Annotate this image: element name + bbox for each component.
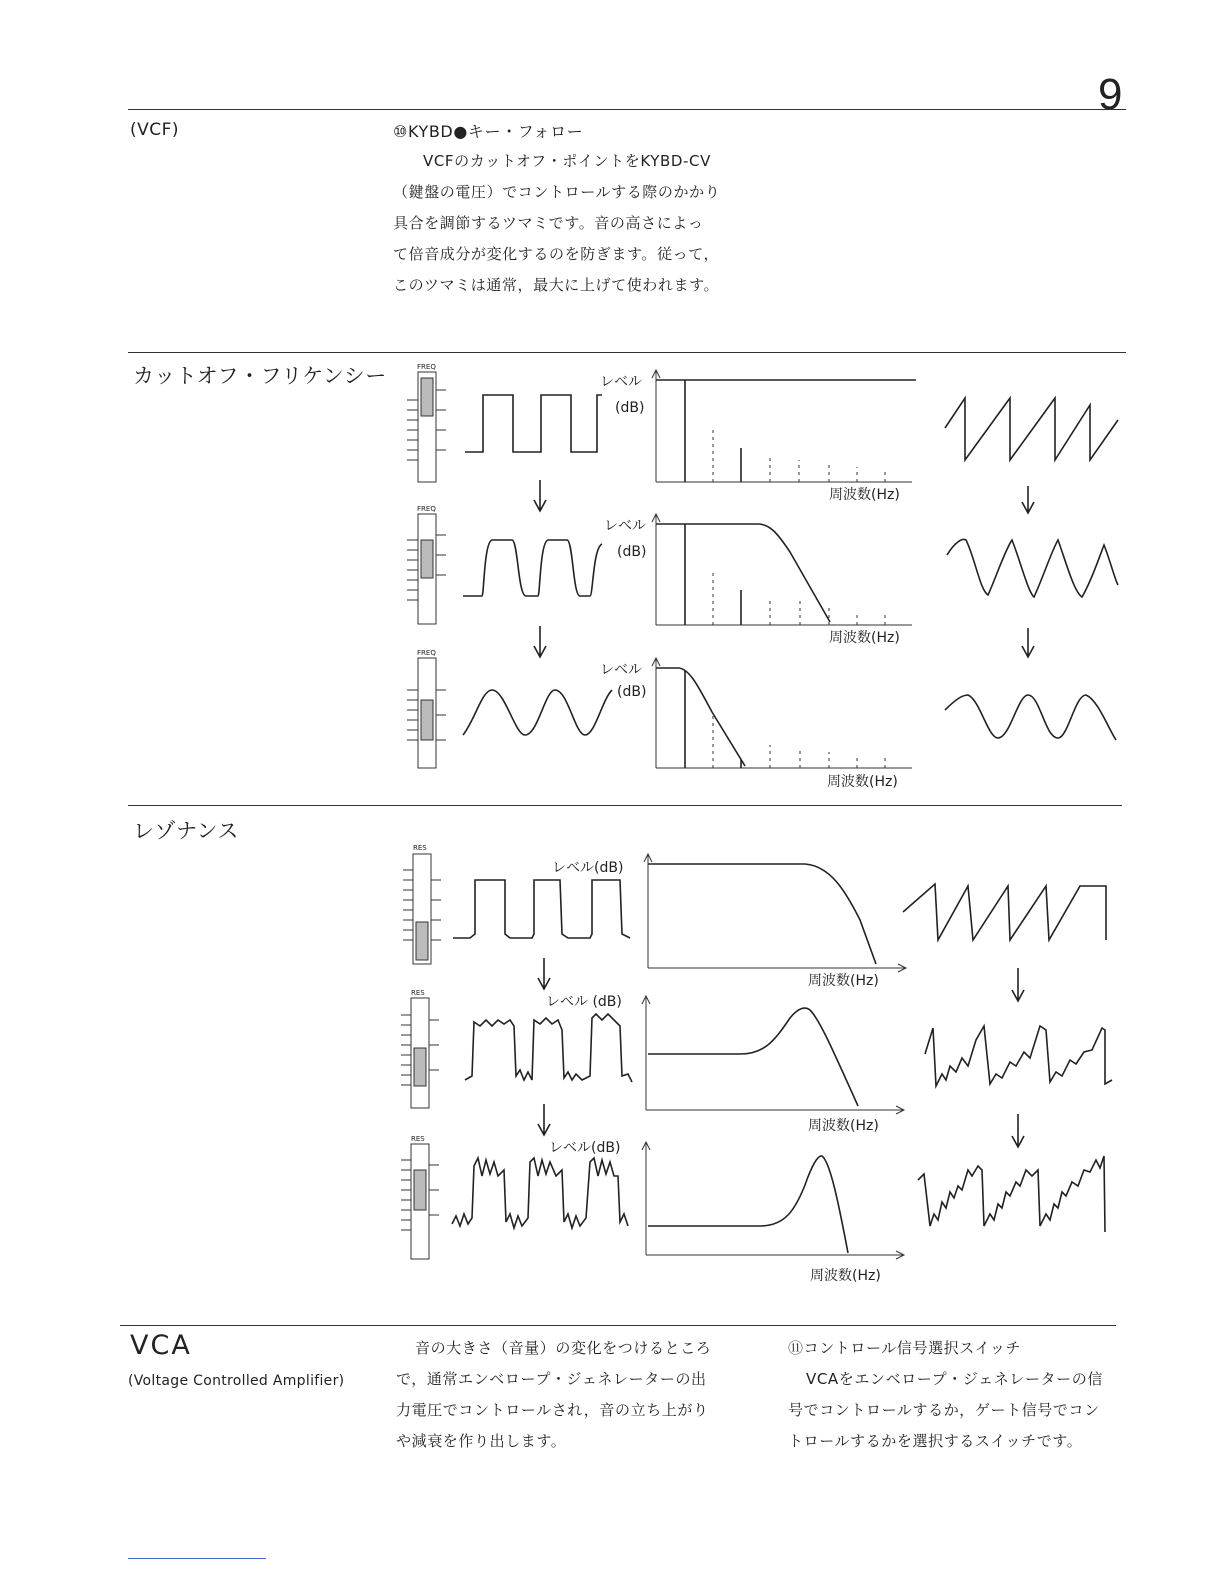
freq-slider-label: FREQ: [417, 649, 436, 657]
cutoff-arrows-2: [534, 626, 1034, 657]
resonance-row-1: [403, 844, 1106, 989]
res-slider-label: RES: [413, 844, 427, 852]
level-label-3: レベル: [600, 662, 642, 678]
freq-slider-label: FREQ: [417, 505, 436, 513]
kybd-line-3: 具合を調節するツマミです。音の高さによっ: [393, 214, 704, 232]
db-label-1: (dB): [615, 400, 645, 416]
kybd-line-1: VCFのカットオフ・ポイントをKYBD-CV: [423, 152, 711, 170]
freq-slider-label: FREQ: [417, 363, 436, 371]
res-saw-wave-3: [918, 1156, 1105, 1232]
freq-slider-1: [407, 363, 446, 482]
sine-wave-2: [945, 695, 1116, 740]
vca-switch-line-2: 号でコントロールするか，ゲート信号でコン: [788, 1401, 1100, 1419]
saw-wave-1: [945, 398, 1118, 460]
res-saw-wave-1: [903, 884, 1106, 940]
res-slider-label: RES: [411, 989, 425, 997]
cutoff-row-1: [407, 363, 1118, 503]
res-freq-label-3: 周波数(Hz): [810, 1268, 881, 1284]
resonance-section-title: レゾナンス: [133, 819, 239, 843]
res-square-wave: [453, 880, 630, 938]
freq-slider-3: [407, 649, 446, 768]
res-freq-label-2: 周波数(Hz): [808, 1118, 879, 1134]
spectrum-3: [652, 658, 912, 768]
cutoff-row-2: [407, 505, 1118, 646]
res-slider-1: [403, 844, 441, 964]
res-freq-label-1: 周波数(Hz): [808, 973, 879, 989]
res-slider-2: [401, 989, 439, 1108]
res-response-3: [642, 1142, 904, 1259]
resonance-row-2: [401, 989, 1112, 1134]
spectrum-2: [652, 514, 912, 625]
res-response-1: [644, 854, 906, 972]
freq-label-3: 周波数(Hz): [827, 774, 898, 790]
cutoff-section-title: カットオフ・フリケンシー: [133, 364, 387, 388]
res-saw-wave-2: [925, 1026, 1112, 1086]
vca-desc-line-2: で，通常エンベロープ・ジェネレーターの出: [396, 1370, 707, 1388]
page-number: 9: [1098, 70, 1123, 119]
res-level-label-2: レベル (dB): [546, 994, 622, 1010]
rounded-square-wave: [463, 540, 602, 596]
vcf-section-tag: (VCF): [130, 120, 180, 140]
kybd-line-2: （鍵盤の電圧）でコントロールする際のかかり: [393, 183, 721, 201]
vca-switch-heading: ⑪コントロール信号選択スイッチ: [788, 1339, 1022, 1357]
vca-switch-line-1: VCAをエンベロープ・ジェネレーターの信: [806, 1370, 1103, 1388]
res-response-2: [642, 996, 904, 1114]
freq-label-2: 周波数(Hz): [829, 630, 900, 646]
vca-desc-line-4: や減衰を作り出します。: [396, 1432, 567, 1450]
kybd-line-4: て倍音成分が変化するのを防ぎます。従って，: [393, 245, 720, 263]
vca-desc-line-1: 音の大きさ（音量）の変化をつけるところ: [415, 1339, 712, 1357]
res-level-label-3: レベル(dB): [549, 1140, 621, 1156]
res-slider-3: [401, 1135, 439, 1259]
sine-wave-1: [463, 690, 612, 735]
kybd-line-5: このツマミは通常，最大に上げて使われます。: [393, 276, 720, 294]
vca-desc-line-3: 力電圧でコントロールされ，音の立ち上がり: [396, 1401, 709, 1419]
res-strong-ringing-square: [452, 1158, 628, 1228]
level-label-2: レベル: [604, 518, 646, 534]
soft-saw-wave: [947, 540, 1118, 597]
res-level-label-1: レベル(dB): [552, 860, 624, 876]
db-label-3: (dB): [617, 684, 647, 700]
vca-switch-line-3: トロールするかを選択するスイッチです。: [788, 1432, 1083, 1450]
level-label-1: レベル: [600, 374, 642, 390]
freq-label-1: 周波数(Hz): [829, 487, 900, 503]
spectrum-1: [652, 370, 916, 482]
resonance-row-3: [401, 1135, 1105, 1284]
kybd-heading: ⑩KYBD●キー・フォロー: [393, 122, 584, 141]
cutoff-row-3: [407, 649, 1116, 790]
freq-slider-2: [407, 505, 446, 624]
vca-title: VCA: [130, 1330, 192, 1361]
cutoff-arrows-1: [534, 480, 1034, 513]
db-label-2: (dB): [617, 544, 647, 560]
square-wave-1: [465, 395, 602, 452]
res-ringing-square: [465, 1014, 632, 1082]
vca-subtitle: (Voltage Controlled Amplifier): [128, 1373, 345, 1389]
res-slider-label: RES: [411, 1135, 425, 1143]
